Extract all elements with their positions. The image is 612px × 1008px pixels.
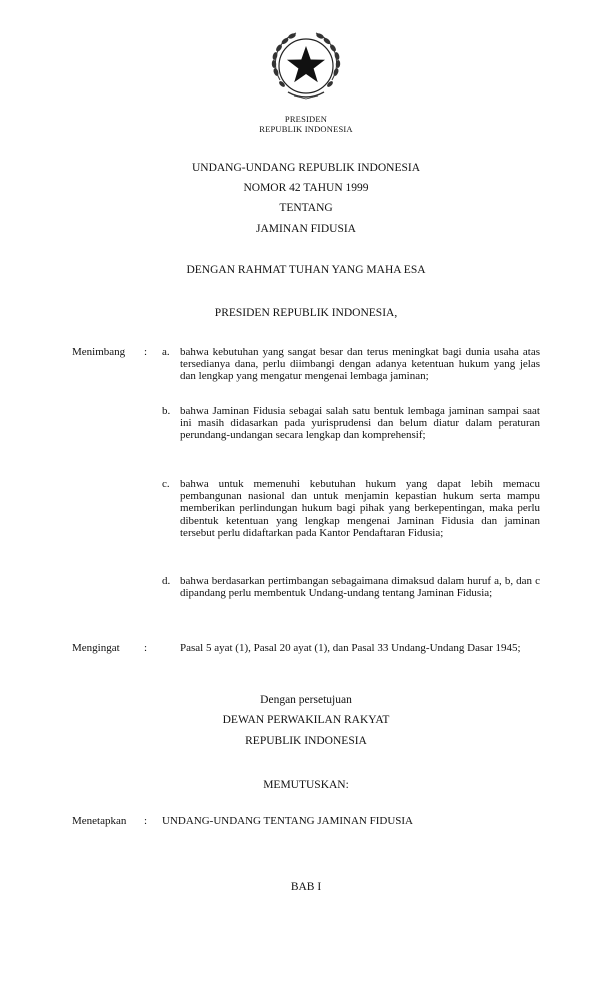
menimbang-item-a-letter: a. [162,346,170,358]
law-title: UNDANG-UNDANG REPUBLIK INDONESIA [191,162,421,174]
menimbang-colon: : [144,346,148,358]
menimbang-item-c-text: bahwa untuk memenuhi kebutuhan hukum yang dapat lebih memacu pembangunan nasional dan untuk menjamin kepastian hukum serta mampu memberikan perlindungan hukum bagi pihak yang berkepentingan, maka perlu dibentuk ketentuan yang lengkap mengenai Jaminan Fidusia dan jaminan tersebut perlu didaftarkan pada Kantor Pendaftaran Fidusia; [180,478,540,539]
law-number: NOMOR 42 TAHUN 1999 [243,182,369,194]
preamble-president: PRESIDEN REPUBLIK INDONESIA, [214,307,398,319]
menimbang-item-d-letter: d. [162,575,171,587]
garuda-star-wreath-icon [266,26,346,106]
menimbang-item-d-text: bahwa berdasarkan pertimbangan sebagaimana dimaksud dalam huruf a, b, dan c dipandang perlu membentuk Undang-undang tentang Jaminan Fidusia; [180,575,540,600]
law-about: TENTANG [279,202,333,214]
menimbang-item-c-letter: c. [162,478,170,490]
approval-line1: Dengan persetujuan [260,694,352,706]
menimbang-item-a-text: bahwa kebutuhan yang sangat besar dan terus meningkat bagi dunia usaha atas tersedianya dana, perlu diimbangi dengan adanya ketentuan hukum yang jelas dan lengkap yang mengatur mengenai lembaga jaminan; [180,346,540,383]
president-caption-line1: PRESIDEN [284,114,328,124]
mengingat-text: Pasal 5 ayat (1), Pasal 20 ayat (1), dan Pasal 33 Undang-Undang Dasar 1945; [180,642,521,654]
menimbang-item-b-text: bahwa Jaminan Fidusia sebagai salah satu bentuk lembaga jaminan sampai saat ini masih didasarkan pada yurisprudensi dan belum diatur dalam peraturan perundang-undangan secara lengkap dan komprehensif; [180,405,540,442]
mengingat-colon: : [144,642,148,654]
menetapkan-colon: : [144,815,148,827]
president-caption [0,114,612,134]
menimbang-label: Menimbang [72,346,126,358]
approval-line3: REPUBLIK INDONESIA [245,735,367,747]
preamble-grace: DENGAN RAHMAT TUHAN YANG MAHA ESA [186,264,426,276]
menetapkan-text: UNDANG-UNDANG TENTANG JAMINAN FIDUSIA [162,815,413,827]
law-subject: JAMINAN FIDUSIA [256,223,356,235]
approval-line2: DEWAN PERWAKILAN RAKYAT [222,714,390,726]
menimbang-item-b-letter: b. [162,405,171,417]
president-caption-line2: REPUBLIK INDONESIA [259,124,353,134]
decision-heading: MEMUTUSKAN: [263,779,349,791]
menetapkan-label: Menetapkan [72,815,127,827]
chapter-title: BAB I [290,881,322,893]
mengingat-label: Mengingat [72,642,120,654]
